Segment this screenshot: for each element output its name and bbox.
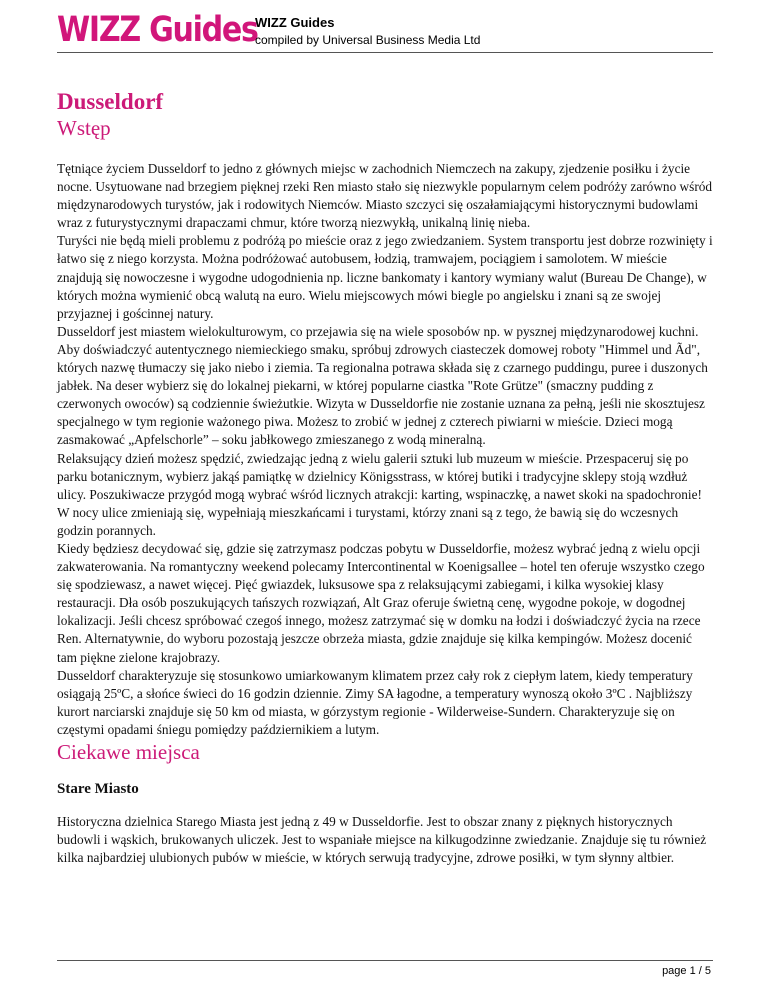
intro-paragraph: Relaksujący dzień możesz spędzić, zwiedzając jedną z wielu galerii sztuki lub muzeum w mieście. Przespaceruj się po parku botanicznym, wybierz jakąś pamiątkę w dzielnicy Königsstrass, w której butiki i tradycyjne sklepy stoją wzdłuż ulicy. Poszukiwacze przygód mogą wybrać wśród licznych atrakcji: karting, wspinaczkę, a nawet skoki na spadochronie! W nocy ulice zmieniają się, wypełniają mieszkańcami i turystami, którzy znani są z tego, że bawią się do wczesnych godzin porannych. bbox=[57, 450, 702, 538]
intro-paragraph: Dusseldorf jest miastem wielokulturowym, co przejawia się na wiele sposobów np. w pysznej międzynarodowej kuchni. Aby doświadczyć autentycznego niemieckiego smaku, spróbuj zdrowych ciasteczek domowej roboty "Himmel und Ãd", których nazwę tłumaczy się jako niebo i ziemia. Ta regionalna potrawa składa się z czarnego puddingu, puree i duszonych jabłek. Na deser wybierz się do lokalnej piekarni, w której popularne ciastka "Rote Grütze" (smaczny pudding z czerwonych owoców) są codziennie świeżutkie. Wizyta w Dusseldorfie nie zostanie uznana za pełną, jeśli nie skosztujesz specjalnego w tym regionie ważonego piwa. Możesz to zrobić w jednej z czterech piwiarni w mieście. Dzieci mogą zasmakować „Apfelschorle” – soku jabłkowego zmieszanego z wodą mineralną. bbox=[57, 323, 708, 448]
intro-text bbox=[57, 160, 713, 739]
intro-paragraph: Dusseldorf charakteryzuje się stosunkowo umiarkowanym klimatem przez cały rok z ciepłym latem, kiedy temperatury osiągają 25ºC, a słońce świeci do 16 godzin dziennie. Zimy SA łagodne, a temperatury wynoszą około 3ºC . Najbliższy kurort narciarski znajduje się 50 km od miasta, w górzystym regionie - Wilderweise-Sundern. Charakteryzuje się on częstymi opadami śniegu pomiędzy październikiem a lutym. bbox=[57, 667, 693, 737]
intro-paragraph: Turyści nie będą mieli problemu z podróżą po mieście oraz z jego zwiedzaniem. System transportu jest dobrze rozwinięty i łatwo się z niego korzysta. Można podróżować autobusem, łodzią, tramwajem, pociągiem i samolotem. W mieście znajdują się nowoczesne i wygodne udogodnienia np. liczne bankomaty i kantory wymiany walut (Bureau De Change), w których można wymienić obcą walutą na euro. Wielu miejscowych mówi biegle po angielsku i znani są ze swojej przyjaznej i gościnnej natury. bbox=[57, 233, 713, 321]
places-heading: Ciekawe miejsca bbox=[57, 740, 200, 764]
footer-divider bbox=[57, 960, 713, 961]
page-title: Dusseldorf bbox=[57, 89, 164, 114]
intro-paragraph: Kiedy będziesz decydować się, gdzie się zatrzymasz podczas pobytu w Dusseldorfie, możesz wybrać jedną z wielu opcji zakwaterowania. Na romantyczny weekend polecamy Intercontinental w Koenigsallee – hotel ten oferuje wszystko czego się spodziewasz, a nawet więcej. Pięć gwiazdek, luksusowe spa z relaksującymi zabiegami, i kilka wysokiej klasy restauracji. Dła osób poszukujących tańszych rozwiązań, Alt Graz oferuje świetną cenę, wygodne pokoje, w dogodnej lokalizacji. Jeśli chcesz spróbować czegoś innego, możesz zatrzymać się w domku na łodzi i doświadczyć życia na rzece Ren. Alternatywnie, do wyboru pozostają jeszcze obrzeża miasta, gdzie znajduje się kilka kempingów. Możesz docenić tam piękne zielone krajobrazy. bbox=[57, 540, 705, 665]
place-name: Stare Miasto bbox=[57, 781, 139, 797]
wizz-guides-logo: WIZZ Guides bbox=[57, 10, 258, 50]
brand-name: WIZZ Guides bbox=[255, 15, 335, 30]
page-header bbox=[57, 10, 713, 52]
document-body bbox=[57, 89, 713, 867]
header-divider bbox=[57, 52, 713, 53]
compiled-by-line: compiled by Universal Business Media Ltd bbox=[255, 33, 481, 47]
intro-heading: Wstęp bbox=[57, 116, 111, 140]
intro-paragraph: Tętniące życiem Dusseldorf to jedno z głównych miejsc w zachodnich Niemczech na zakupy, zjedzenie posiłku i życie nocne. Usytuowane nad brzegiem pięknej rzeki Ren miasto stało się niezwykle popularnym celem podróży zarówno wśród międzynarodowych turystów, jak i rodowitych Niemców. Miasto szczyci się oszałamiającymi historycznymi budowlami wraz z futurystycznymi drapaczami chmur, które tworzą niezwykłą, unikalną linię nieba. bbox=[57, 161, 713, 231]
page-number: page 1 / 5 bbox=[662, 965, 711, 977]
place-description: Historyczna dzielnica Starego Miasta jest jedną z 49 w Dusseldorfie. Jest to obszar znany z pięknych historycznych budowli i wąskich, brukowanych uliczek. Jest to wspaniałe miejsce na kilkugodzinne zwiedzanie. Znajduje się tu również kilka najbardziej ulubionych pubów w mieście, w których serwują tradycyjne, zdrowe posiłki, w tym słynny altbier. bbox=[57, 814, 707, 866]
